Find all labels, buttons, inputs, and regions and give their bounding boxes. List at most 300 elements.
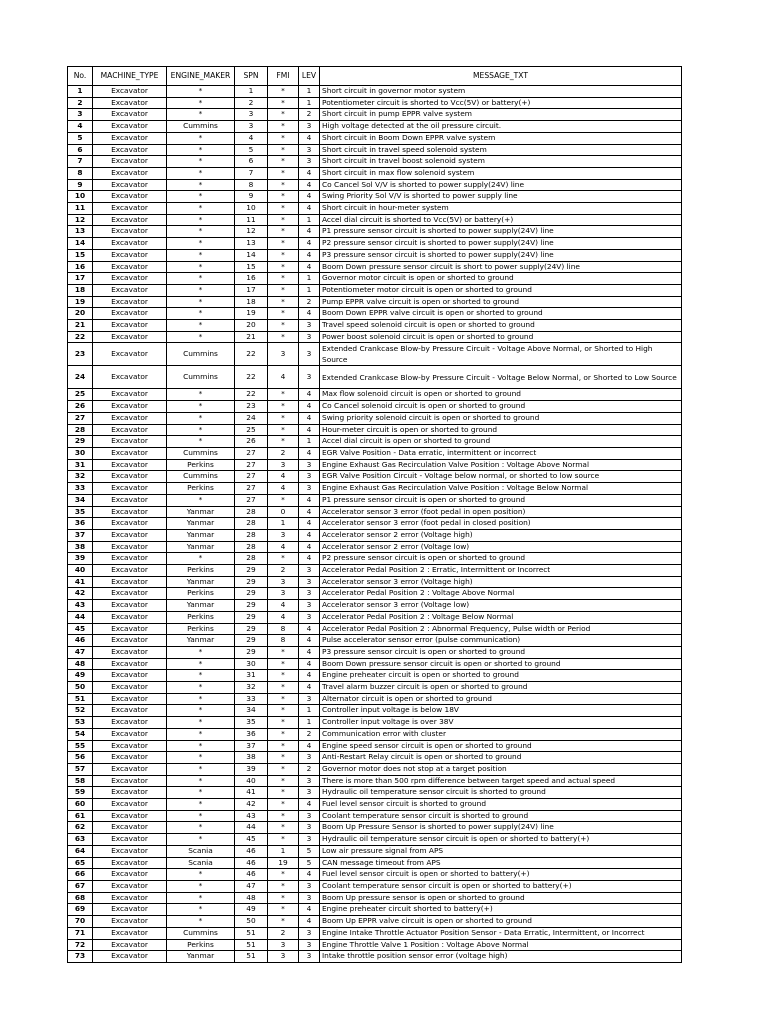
message-cell: Pump EPPR valve circuit is open or shorted to ground xyxy=(320,296,682,308)
table-row xyxy=(68,635,682,647)
row-number: 39 xyxy=(68,553,93,565)
row-number: 69 xyxy=(68,904,93,916)
engine-maker-cell: * xyxy=(167,658,235,670)
fmi-cell: 8 xyxy=(268,635,299,647)
machine-type-cell: Excavator xyxy=(93,740,167,752)
spn-cell: 42 xyxy=(235,799,268,811)
message-cell: Accelerator sensor 3 error (foot pedal in closed position) xyxy=(320,518,682,530)
fmi-cell: * xyxy=(268,705,299,717)
message-cell: Travel alarm buzzer circuit is open or shorted to ground xyxy=(320,682,682,694)
fmi-cell: 1 xyxy=(268,845,299,857)
machine-type-cell: Excavator xyxy=(93,167,167,179)
message-cell: Alternator circuit is open or shorted to ground xyxy=(320,693,682,705)
lev-cell: 2 xyxy=(299,109,320,121)
engine-maker-cell: * xyxy=(167,296,235,308)
table-row xyxy=(68,799,682,811)
header-machine-type: MACHINE_TYPE xyxy=(93,67,167,86)
engine-maker-cell: * xyxy=(167,834,235,846)
machine-type-cell: Excavator xyxy=(93,939,167,951)
table-row xyxy=(68,565,682,577)
spn-cell: 46 xyxy=(235,845,268,857)
message-cell: Co Cancel Sol V/V is shorted to power supply(24V) line xyxy=(320,179,682,191)
fmi-cell: * xyxy=(268,308,299,320)
engine-maker-cell: * xyxy=(167,109,235,121)
table-row xyxy=(68,506,682,518)
spn-cell: 30 xyxy=(235,658,268,670)
engine-maker-cell: * xyxy=(167,226,235,238)
message-cell: Accelerator sensor 3 error (Voltage low) xyxy=(320,600,682,612)
table-row xyxy=(68,857,682,869)
message-cell: Accel dial circuit is open or shorted to ground xyxy=(320,436,682,448)
row-number: 21 xyxy=(68,320,93,332)
engine-maker-cell: * xyxy=(167,191,235,203)
row-number: 15 xyxy=(68,249,93,261)
engine-maker-cell: Yanmar xyxy=(167,541,235,553)
table-row xyxy=(68,693,682,705)
message-cell: Accelerator sensor 2 error (Voltage high) xyxy=(320,529,682,541)
engine-maker-cell: * xyxy=(167,238,235,250)
engine-maker-cell: * xyxy=(167,320,235,332)
table-row xyxy=(68,541,682,553)
row-number: 4 xyxy=(68,121,93,133)
machine-type-cell: Excavator xyxy=(93,822,167,834)
fmi-cell: * xyxy=(268,249,299,261)
table-row xyxy=(68,717,682,729)
machine-type-cell: Excavator xyxy=(93,728,167,740)
engine-maker-cell: Yanmar xyxy=(167,506,235,518)
spn-cell: 10 xyxy=(235,203,268,215)
engine-maker-cell: * xyxy=(167,132,235,144)
engine-maker-cell: Yanmar xyxy=(167,635,235,647)
table-row xyxy=(68,144,682,156)
message-cell: Anti-Restart Relay circuit is open or shorted to ground xyxy=(320,752,682,764)
engine-maker-cell: * xyxy=(167,308,235,320)
fmi-cell: * xyxy=(268,916,299,928)
machine-type-cell: Excavator xyxy=(93,179,167,191)
table-row xyxy=(68,775,682,787)
machine-type-cell: Excavator xyxy=(93,717,167,729)
table-row xyxy=(68,156,682,168)
message-cell: P2 pressure sensor circuit is open or shorted to ground xyxy=(320,553,682,565)
spn-cell: 28 xyxy=(235,553,268,565)
engine-maker-cell: * xyxy=(167,646,235,658)
row-number: 8 xyxy=(68,167,93,179)
spn-cell: 12 xyxy=(235,226,268,238)
machine-type-cell: Excavator xyxy=(93,682,167,694)
row-number: 50 xyxy=(68,682,93,694)
row-number: 13 xyxy=(68,226,93,238)
spn-cell: 21 xyxy=(235,331,268,343)
spn-cell: 22 xyxy=(235,343,268,366)
machine-type-cell: Excavator xyxy=(93,775,167,787)
table-row xyxy=(68,553,682,565)
lev-cell: 3 xyxy=(299,565,320,577)
table-row xyxy=(68,191,682,203)
fmi-cell: * xyxy=(268,203,299,215)
fmi-cell: 1 xyxy=(268,518,299,530)
machine-type-cell: Excavator xyxy=(93,611,167,623)
table-row xyxy=(68,600,682,612)
row-number: 24 xyxy=(68,366,93,389)
fmi-cell: * xyxy=(268,86,299,98)
row-number: 53 xyxy=(68,717,93,729)
header-fmi: FMI xyxy=(268,67,299,86)
machine-type-cell: Excavator xyxy=(93,284,167,296)
row-number: 1 xyxy=(68,86,93,98)
message-cell: Intake throttle position sensor error (voltage high) xyxy=(320,951,682,963)
row-number: 22 xyxy=(68,331,93,343)
table-row xyxy=(68,787,682,799)
message-cell: There is more than 500 rpm difference between target speed and actual speed xyxy=(320,775,682,787)
lev-cell: 3 xyxy=(299,366,320,389)
machine-type-cell: Excavator xyxy=(93,553,167,565)
row-number: 52 xyxy=(68,705,93,717)
lev-cell: 1 xyxy=(299,97,320,109)
engine-maker-cell: * xyxy=(167,740,235,752)
row-number: 37 xyxy=(68,529,93,541)
table-row xyxy=(68,658,682,670)
row-number: 31 xyxy=(68,459,93,471)
table-row xyxy=(68,728,682,740)
machine-type-cell: Excavator xyxy=(93,541,167,553)
fmi-cell: * xyxy=(268,869,299,881)
table-row xyxy=(68,436,682,448)
engine-maker-cell: * xyxy=(167,763,235,775)
spn-cell: 5 xyxy=(235,144,268,156)
row-number: 58 xyxy=(68,775,93,787)
engine-maker-cell: Cummins xyxy=(167,121,235,133)
machine-type-cell: Excavator xyxy=(93,951,167,963)
spn-cell: 27 xyxy=(235,483,268,495)
row-number: 16 xyxy=(68,261,93,273)
row-number: 34 xyxy=(68,494,93,506)
spn-cell: 14 xyxy=(235,249,268,261)
spn-cell: 29 xyxy=(235,611,268,623)
engine-maker-cell: * xyxy=(167,261,235,273)
spn-cell: 3 xyxy=(235,121,268,133)
message-cell: P3 pressure sensor circuit is open or shorted to ground xyxy=(320,646,682,658)
machine-type-cell: Excavator xyxy=(93,214,167,226)
machine-type-cell: Excavator xyxy=(93,226,167,238)
machine-type-cell: Excavator xyxy=(93,763,167,775)
lev-cell: 4 xyxy=(299,389,320,401)
engine-maker-cell: * xyxy=(167,810,235,822)
fmi-cell: * xyxy=(268,752,299,764)
fmi-cell: * xyxy=(268,97,299,109)
message-cell: Hour-meter circuit is open or shorted to ground xyxy=(320,424,682,436)
engine-maker-cell: Yanmar xyxy=(167,951,235,963)
table-body xyxy=(68,86,682,963)
row-number: 54 xyxy=(68,728,93,740)
table-row xyxy=(68,705,682,717)
message-cell: Pulse accelerator sensor error (pulse communication) xyxy=(320,635,682,647)
machine-type-cell: Excavator xyxy=(93,494,167,506)
fmi-cell: * xyxy=(268,144,299,156)
fmi-cell: * xyxy=(268,284,299,296)
message-cell: Short circuit in max flow solenoid system xyxy=(320,167,682,179)
machine-type-cell: Excavator xyxy=(93,343,167,366)
spn-cell: 51 xyxy=(235,927,268,939)
engine-maker-cell: * xyxy=(167,705,235,717)
lev-cell: 4 xyxy=(299,447,320,459)
message-cell: P1 pressure sensor circuit is shorted to power supply(24V) line xyxy=(320,226,682,238)
lev-cell: 4 xyxy=(299,179,320,191)
spn-cell: 46 xyxy=(235,857,268,869)
header-no: No. xyxy=(68,67,93,86)
row-number: 7 xyxy=(68,156,93,168)
header-message-txt: MESSAGE_TXT xyxy=(320,67,682,86)
spn-cell: 45 xyxy=(235,834,268,846)
machine-type-cell: Excavator xyxy=(93,483,167,495)
spn-cell: 13 xyxy=(235,238,268,250)
table-row xyxy=(68,892,682,904)
lev-cell: 4 xyxy=(299,191,320,203)
lev-cell: 4 xyxy=(299,869,320,881)
spn-cell: 32 xyxy=(235,682,268,694)
table-row xyxy=(68,203,682,215)
engine-maker-cell: * xyxy=(167,167,235,179)
lev-cell: 3 xyxy=(299,156,320,168)
table-row xyxy=(68,366,682,389)
message-cell: Hydraulic oil temperature sensor circuit is shorted to ground xyxy=(320,787,682,799)
row-number: 30 xyxy=(68,447,93,459)
fmi-cell: * xyxy=(268,658,299,670)
message-cell: Short circuit in hour-meter system xyxy=(320,203,682,215)
spn-cell: 27 xyxy=(235,471,268,483)
row-number: 10 xyxy=(68,191,93,203)
machine-type-cell: Excavator xyxy=(93,752,167,764)
message-cell: Engine Throttle Valve 1 Position : Voltage Above Normal xyxy=(320,939,682,951)
row-number: 19 xyxy=(68,296,93,308)
lev-cell: 1 xyxy=(299,214,320,226)
fmi-cell: 3 xyxy=(268,529,299,541)
table-row xyxy=(68,331,682,343)
row-number: 65 xyxy=(68,857,93,869)
fmi-cell: * xyxy=(268,892,299,904)
machine-type-cell: Excavator xyxy=(93,132,167,144)
fmi-cell: 0 xyxy=(268,506,299,518)
lev-cell: 3 xyxy=(299,588,320,600)
machine-type-cell: Excavator xyxy=(93,97,167,109)
table-row xyxy=(68,869,682,881)
row-number: 60 xyxy=(68,799,93,811)
table-row xyxy=(68,916,682,928)
engine-maker-cell: Scania xyxy=(167,857,235,869)
table-row xyxy=(68,611,682,623)
table-row xyxy=(68,752,682,764)
spn-cell: 28 xyxy=(235,506,268,518)
engine-maker-cell: * xyxy=(167,682,235,694)
row-number: 3 xyxy=(68,109,93,121)
engine-maker-cell: * xyxy=(167,86,235,98)
machine-type-cell: Excavator xyxy=(93,412,167,424)
spn-cell: 31 xyxy=(235,670,268,682)
fmi-cell: * xyxy=(268,167,299,179)
row-number: 2 xyxy=(68,97,93,109)
lev-cell: 1 xyxy=(299,86,320,98)
fmi-cell: * xyxy=(268,717,299,729)
table-row xyxy=(68,238,682,250)
engine-maker-cell: * xyxy=(167,214,235,226)
machine-type-cell: Excavator xyxy=(93,86,167,98)
message-cell: Short circuit in Boom Down EPPR valve system xyxy=(320,132,682,144)
spn-cell: 19 xyxy=(235,308,268,320)
message-cell: Extended Crankcase Blow-by Pressure Circuit - Voltage Above Normal, or Shorted to High Source xyxy=(320,343,682,366)
lev-cell: 3 xyxy=(299,927,320,939)
engine-maker-cell: * xyxy=(167,892,235,904)
lev-cell: 4 xyxy=(299,670,320,682)
spn-cell: 20 xyxy=(235,320,268,332)
machine-type-cell: Excavator xyxy=(93,238,167,250)
lev-cell: 4 xyxy=(299,132,320,144)
engine-maker-cell: * xyxy=(167,799,235,811)
row-number: 41 xyxy=(68,576,93,588)
message-cell: P2 pressure sensor circuit is shorted to power supply(24V) line xyxy=(320,238,682,250)
message-cell: P1 pressure sensor circuit is open or shorted to ground xyxy=(320,494,682,506)
spn-cell: 28 xyxy=(235,518,268,530)
fmi-cell: 2 xyxy=(268,447,299,459)
lev-cell: 4 xyxy=(299,799,320,811)
spn-cell: 4 xyxy=(235,132,268,144)
machine-type-cell: Excavator xyxy=(93,144,167,156)
engine-maker-cell: * xyxy=(167,881,235,893)
message-cell: Power boost solenoid circuit is open or shorted to ground xyxy=(320,331,682,343)
spn-cell: 29 xyxy=(235,600,268,612)
fmi-cell: * xyxy=(268,389,299,401)
spn-cell: 46 xyxy=(235,869,268,881)
header-spn: SPN xyxy=(235,67,268,86)
spn-cell: 29 xyxy=(235,635,268,647)
machine-type-cell: Excavator xyxy=(93,424,167,436)
row-number: 59 xyxy=(68,787,93,799)
engine-maker-cell: * xyxy=(167,412,235,424)
message-cell: Hydraulic oil temperature sensor circuit is open or shorted to battery(+) xyxy=(320,834,682,846)
fmi-cell: * xyxy=(268,191,299,203)
row-number: 56 xyxy=(68,752,93,764)
machine-type-cell: Excavator xyxy=(93,156,167,168)
table-row xyxy=(68,121,682,133)
table-row xyxy=(68,412,682,424)
message-cell: Extended Crankcase Blow-by Pressure Circuit - Voltage Below Normal, or Shorted to Low Source xyxy=(320,366,682,389)
machine-type-cell: Excavator xyxy=(93,436,167,448)
spn-cell: 49 xyxy=(235,904,268,916)
spn-cell: 44 xyxy=(235,822,268,834)
message-cell: Accelerator Pedal Position 2 : Erratic, Intermittent or Incorrect xyxy=(320,565,682,577)
row-number: 43 xyxy=(68,600,93,612)
engine-maker-cell: * xyxy=(167,249,235,261)
engine-maker-cell: * xyxy=(167,436,235,448)
message-cell: Boom Down pressure sensor circuit is short to power supply(24V) line xyxy=(320,261,682,273)
message-cell: Low air pressure signal from APS xyxy=(320,845,682,857)
row-number: 46 xyxy=(68,635,93,647)
fmi-cell: * xyxy=(268,331,299,343)
spn-cell: 27 xyxy=(235,447,268,459)
machine-type-cell: Excavator xyxy=(93,506,167,518)
table-row xyxy=(68,97,682,109)
lev-cell: 4 xyxy=(299,412,320,424)
fmi-cell: * xyxy=(268,553,299,565)
message-cell: Boom Up Pressure Sensor is shorted to power supply(24V) line xyxy=(320,822,682,834)
spn-cell: 6 xyxy=(235,156,268,168)
spn-cell: 15 xyxy=(235,261,268,273)
engine-maker-cell: Yanmar xyxy=(167,576,235,588)
machine-type-cell: Excavator xyxy=(93,787,167,799)
fmi-cell: * xyxy=(268,412,299,424)
engine-maker-cell: Perkins xyxy=(167,939,235,951)
engine-maker-cell: * xyxy=(167,494,235,506)
machine-type-cell: Excavator xyxy=(93,670,167,682)
lev-cell: 3 xyxy=(299,331,320,343)
message-cell: Boom Up pressure sensor is open or shorted to ground xyxy=(320,892,682,904)
fmi-cell: * xyxy=(268,682,299,694)
engine-maker-cell: Yanmar xyxy=(167,529,235,541)
table-row xyxy=(68,86,682,98)
row-number: 48 xyxy=(68,658,93,670)
spn-cell: 22 xyxy=(235,366,268,389)
lev-cell: 4 xyxy=(299,401,320,413)
lev-cell: 3 xyxy=(299,775,320,787)
spn-cell: 51 xyxy=(235,939,268,951)
message-cell: Controller input voltage is over 38V xyxy=(320,717,682,729)
lev-cell: 3 xyxy=(299,121,320,133)
spn-cell: 50 xyxy=(235,916,268,928)
machine-type-cell: Excavator xyxy=(93,296,167,308)
engine-maker-cell: * xyxy=(167,787,235,799)
fmi-cell: 3 xyxy=(268,343,299,366)
message-cell: Accelerator Pedal Position 2 : Voltage Above Normal xyxy=(320,588,682,600)
machine-type-cell: Excavator xyxy=(93,810,167,822)
table-row xyxy=(68,343,682,366)
fmi-cell: * xyxy=(268,740,299,752)
table-row xyxy=(68,132,682,144)
row-number: 42 xyxy=(68,588,93,600)
fmi-cell: * xyxy=(268,261,299,273)
message-cell: Boom Down pressure sensor circuit is open or shorted to ground xyxy=(320,658,682,670)
fmi-cell: * xyxy=(268,436,299,448)
row-number: 28 xyxy=(68,424,93,436)
engine-maker-cell: Perkins xyxy=(167,483,235,495)
fmi-cell: * xyxy=(268,494,299,506)
lev-cell: 3 xyxy=(299,834,320,846)
spn-cell: 23 xyxy=(235,401,268,413)
spn-cell: 43 xyxy=(235,810,268,822)
table-row xyxy=(68,951,682,963)
row-number: 73 xyxy=(68,951,93,963)
lev-cell: 4 xyxy=(299,424,320,436)
fmi-cell: * xyxy=(268,179,299,191)
machine-type-cell: Excavator xyxy=(93,892,167,904)
fmi-cell: * xyxy=(268,646,299,658)
row-number: 62 xyxy=(68,822,93,834)
lev-cell: 3 xyxy=(299,787,320,799)
lev-cell: 4 xyxy=(299,203,320,215)
lev-cell: 1 xyxy=(299,705,320,717)
machine-type-cell: Excavator xyxy=(93,693,167,705)
message-cell: Swing Priority Sol V/V is shorted to power supply line xyxy=(320,191,682,203)
row-number: 23 xyxy=(68,343,93,366)
message-cell: Engine Intake Throttle Actuator Position Sensor - Data Erratic, Intermittent, or Incorrect xyxy=(320,927,682,939)
machine-type-cell: Excavator xyxy=(93,389,167,401)
spn-cell: 11 xyxy=(235,214,268,226)
table-row xyxy=(68,939,682,951)
fmi-cell: 4 xyxy=(268,471,299,483)
spn-cell: 17 xyxy=(235,284,268,296)
table-row xyxy=(68,320,682,332)
lev-cell: 4 xyxy=(299,553,320,565)
fmi-cell: 19 xyxy=(268,857,299,869)
message-cell: Potentiometer motor circuit is open or shorted to ground xyxy=(320,284,682,296)
lev-cell: 3 xyxy=(299,600,320,612)
